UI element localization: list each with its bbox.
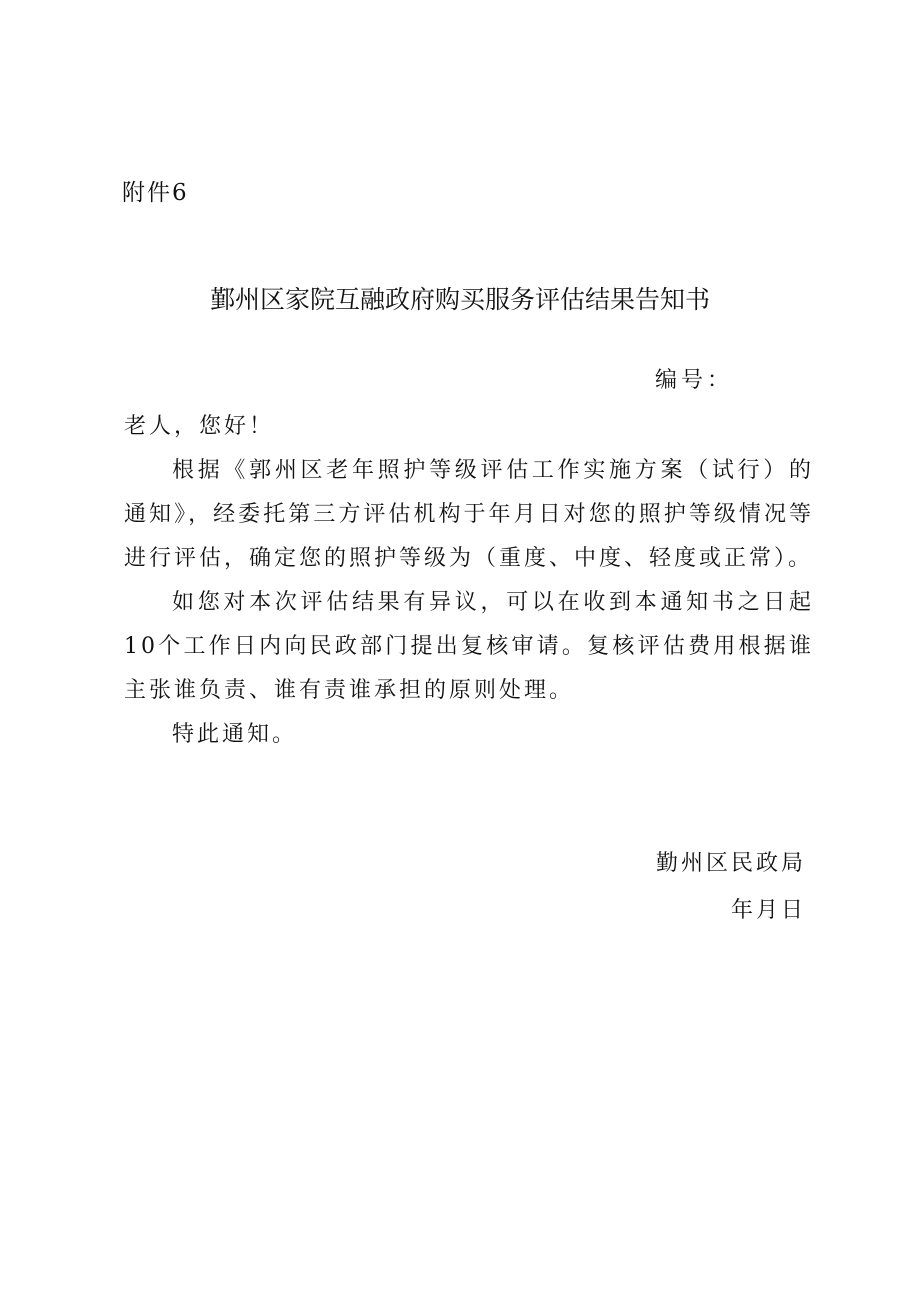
closing-remark: 特此通知。 bbox=[172, 722, 298, 747]
salutation: 老人，您好！ bbox=[124, 414, 275, 439]
document-title: 鄞州区家院互融政府购买服务评估结果告知书 bbox=[209, 285, 710, 314]
attachment-label: 附件6 bbox=[122, 180, 189, 206]
issue-date: 年月日 bbox=[730, 898, 806, 923]
serial-number-label: 编号： bbox=[655, 368, 734, 393]
paragraph-assessment-result: 根据《郭州区老年照护等级评估工作实施方案（试行）的通知》，经委托第三方评估机构于年月日对您的照护等级情况等进行评估，确定您的照护等级为（重度、中度、轻度或正常）。 bbox=[124, 458, 814, 571]
issuer-signature: 勤州区民政局 bbox=[655, 851, 806, 876]
paragraph-appeal-notice: 如您对本次评估结果有异议，可以在收到本通知书之日起10个工作日内向民政部门提出复核审请。复核评估费用根据谁主张谁负责、谁有责谁承担的原则处理。 bbox=[124, 590, 814, 703]
